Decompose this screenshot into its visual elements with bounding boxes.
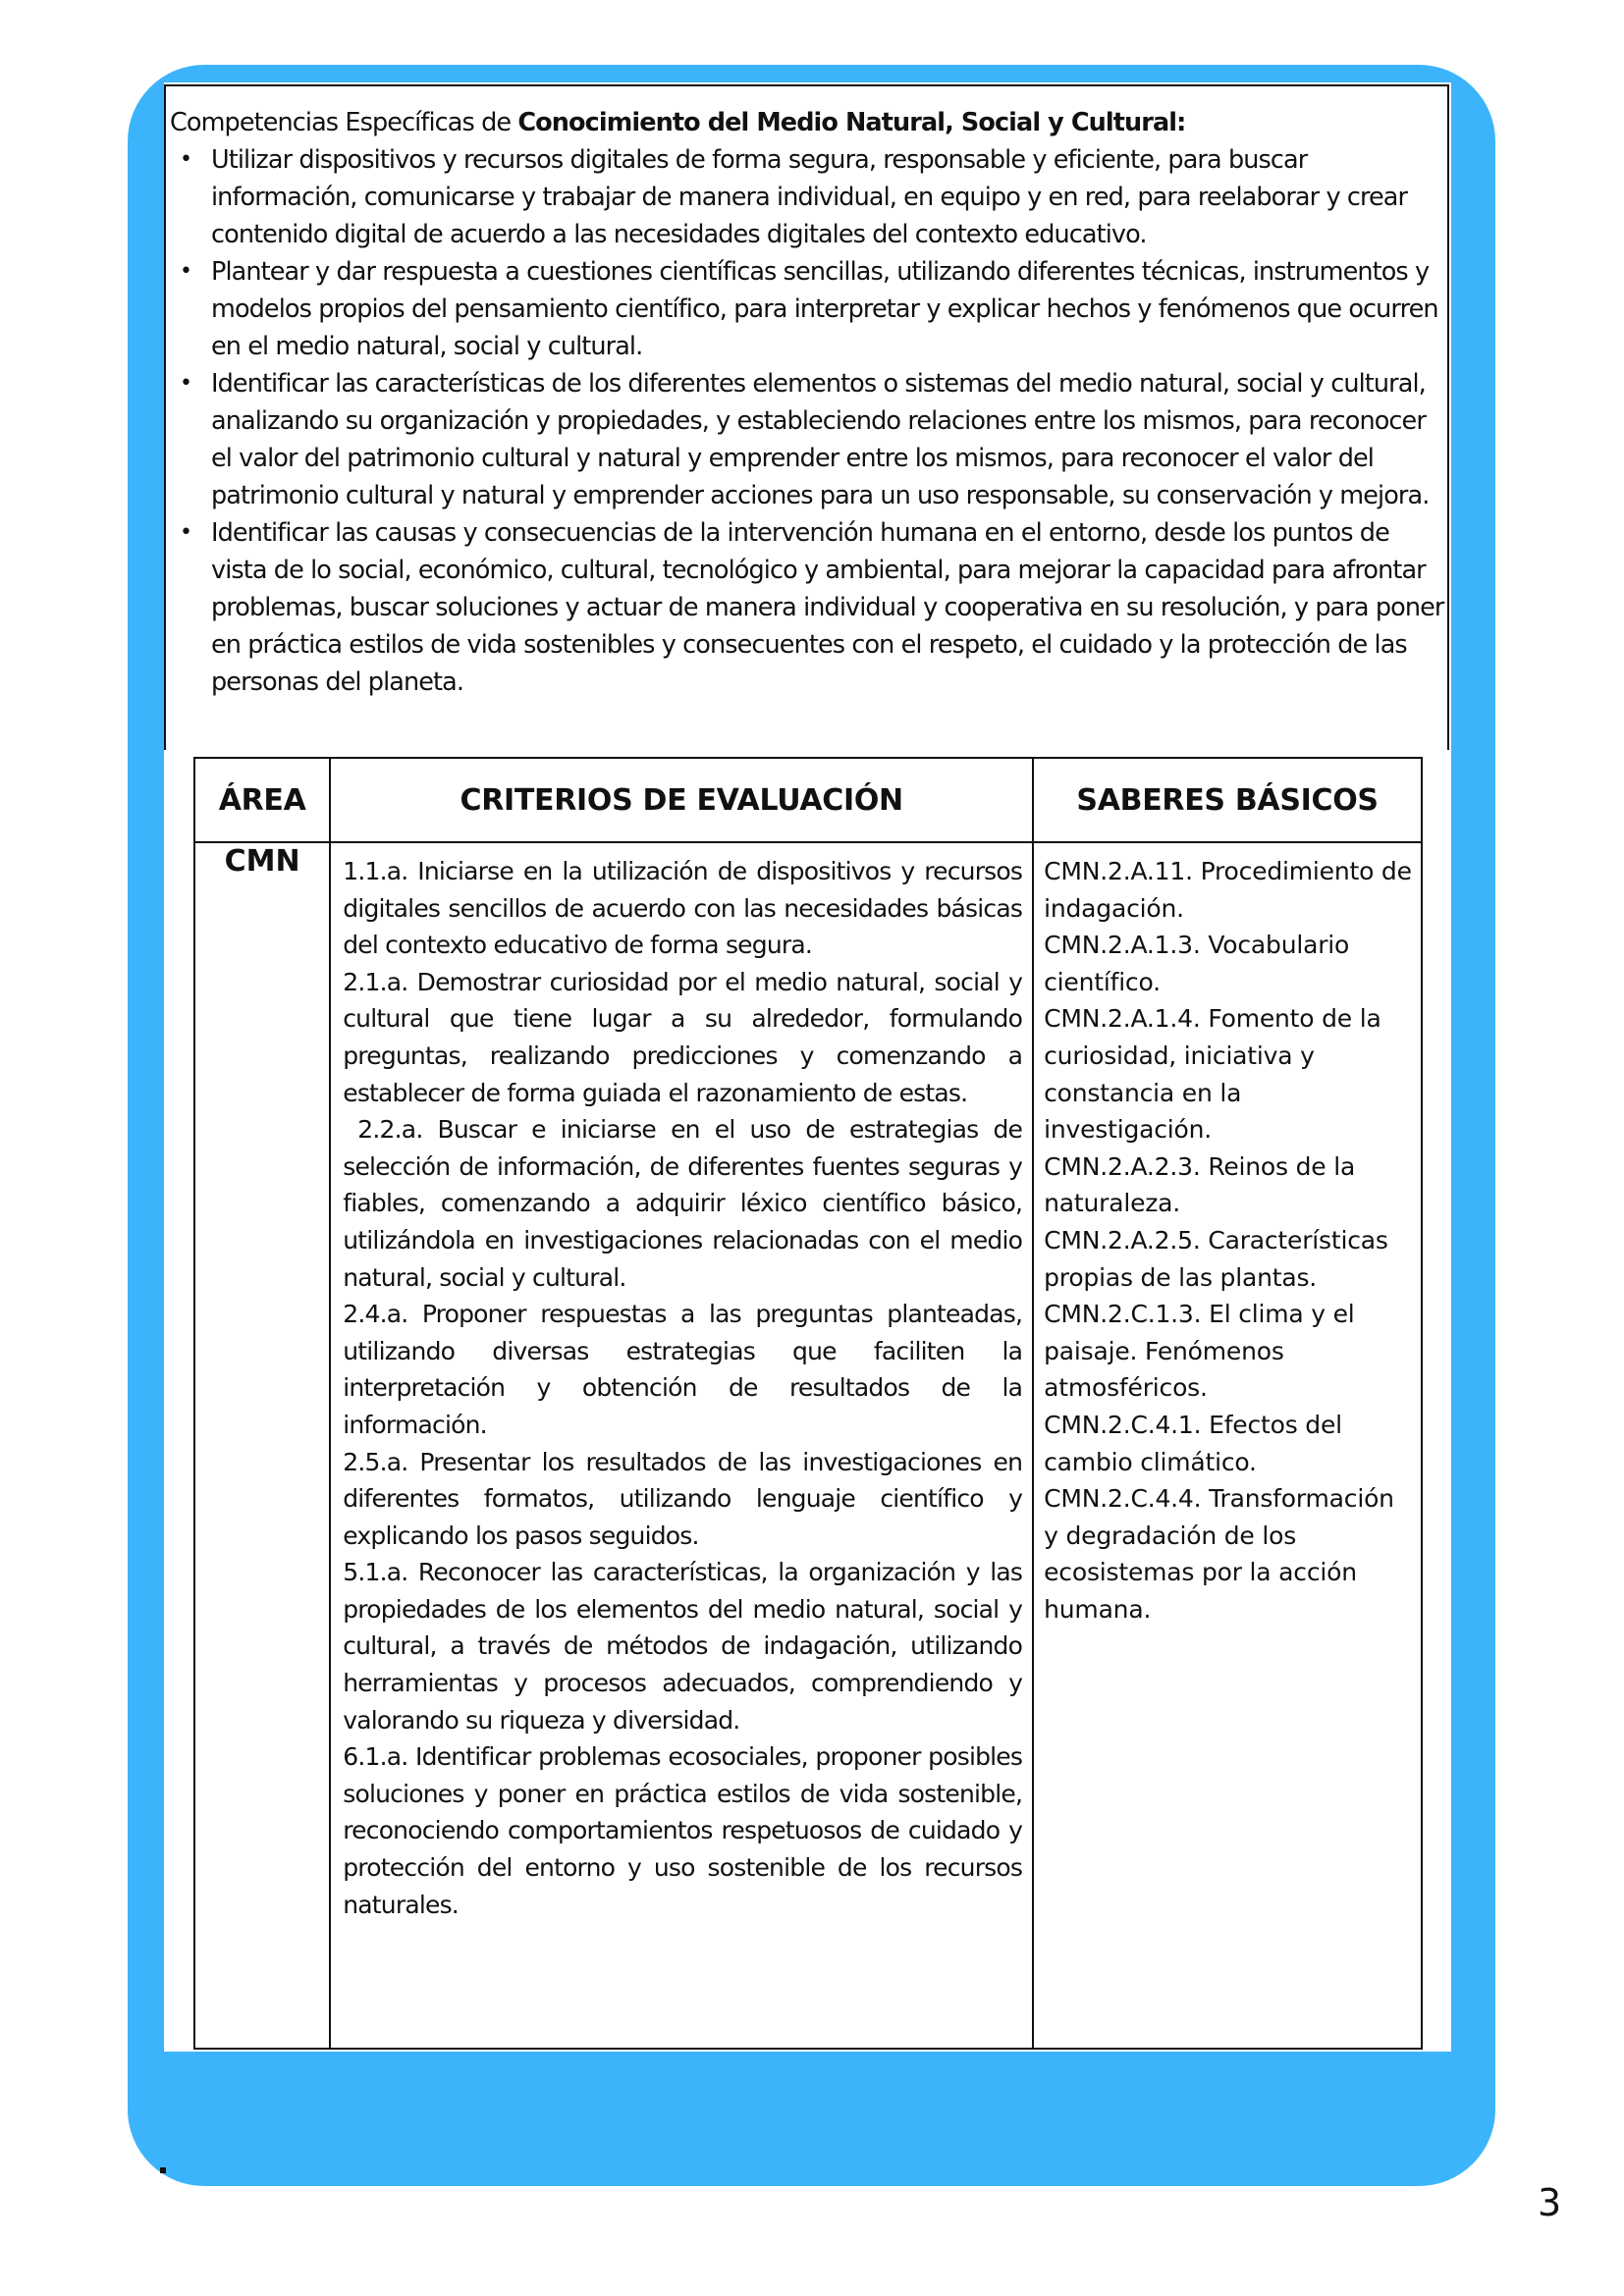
- competencias-title: [170, 104, 1447, 141]
- header-area: ÁREA: [194, 758, 330, 842]
- bullet-icon: •: [180, 520, 192, 545]
- saber-item: CMN.2.C.1.3. El clima y el paisaje. Fenómenos atmosféricos.: [1044, 1300, 1355, 1403]
- saber-item: CMN.2.A.2.5. Características propias de las plantas.: [1044, 1225, 1388, 1292]
- criterio-item: 1.1.a. Iniciarse en la utilización de dispositivos y recursos digitales sencillos de acuerdo con las necesidades básicas del contexto educativo de forma segura.: [343, 857, 1023, 960]
- bullet-icon: •: [180, 259, 192, 284]
- area-cell: CMN: [194, 842, 330, 2049]
- competencia-item: [180, 365, 1447, 514]
- saber-item: CMN.2.A.1.4. Fomento de la curiosidad, iniciativa y constancia en la investigación.: [1044, 1004, 1381, 1145]
- saber-item: CMN.2.C.4.4. Transformación y degradación de los ecosistemas por la acción humana.: [1044, 1484, 1394, 1624]
- competencia-text: Identificar las causas y consecuencias de la intervención humana en el entorno, desde los puntos de vista de lo social, económico, cultural, tecnológico y ambiental, para mejorar la capacidad para afrontar problemas, buscar soluciones y actuar de manera individual y cooperativa en su resolución, y para poner en práctica estilos de vida sostenibles y consecuentes con el respeto, el cuidado y la protección de las personas del planeta.: [211, 518, 1444, 697]
- criterio-item: 2.4.a. Proponer respuestas a las preguntas planteadas, utilizando diversas estrategias que faciliten la interpretación y obtención de resultados de la información.: [343, 1300, 1023, 1439]
- evaluation-table: [193, 757, 1423, 2050]
- criterios-cell: [330, 842, 1033, 2049]
- saberes-cell: [1033, 842, 1422, 2049]
- table-row: [194, 842, 1422, 2049]
- criterio-item: 2.2.a. Buscar e iniciarse en el uso de estrategias de selección de información, de diferentes fuentes seguras y fiables, comenzando a adquirir léxico científico básico, utilizándola en investigaciones relacionadas con el medio natural, social y cultural.: [343, 1115, 1030, 1292]
- saber-item: CMN.2.A.2.3. Reinos de la naturaleza.: [1044, 1151, 1356, 1218]
- criterio-item: 2.5.a. Presentar los resultados de las investigaciones en diferentes formatos, utilizando lenguaje científico y explicando los pasos seguidos.: [343, 1447, 1023, 1550]
- corner-mark: [160, 2167, 166, 2173]
- competencia-text: Plantear y dar respuesta a cuestiones científicas sencillas, utilizando diferentes técnicas, instrumentos y modelos propios del pensamiento científico, para interpretar y explicar hechos y fenómenos que ocurren en el medio natural, social y cultural.: [211, 257, 1438, 361]
- criterio-item: 6.1.a. Identificar problemas ecosociales, proponer posibles soluciones y poner en práctica estilos de vida sostenible, reconociendo comportamientos respetuosos de cuidado y protección del entorno y uso sostenible de los recursos naturales.: [343, 1742, 1023, 1919]
- page-number: 3: [1538, 2181, 1562, 2224]
- header-criterios: CRITERIOS DE EVALUACIÓN: [330, 758, 1033, 842]
- competencias-title-subject: Conocimiento del Medio Natural, Social y Cultural:: [517, 108, 1186, 137]
- competencia-item: [180, 141, 1447, 253]
- competencias-title-prefix: Competencias Específicas de: [170, 108, 518, 137]
- competencia-text: Utilizar dispositivos y recursos digitales de forma segura, responsable y eficiente, para buscar información, comunicarse y trabajar de manera individual, en equipo y en red, para reelaborar y crear contenido digital de acuerdo a las necesidades digitales del contexto educativo.: [211, 145, 1408, 249]
- criterio-item: 2.1.a. Demostrar curiosidad por el medio natural, social y cultural que tiene lugar a su alrededor, formulando preguntas, realizando predicciones y comenzando a establecer de forma guiada el razonamiento de estas.: [343, 967, 1023, 1107]
- criterio-item: 5.1.a. Reconocer las características, la organización y las propiedades de los elementos del medio natural, social y cultural, a través de métodos de indagación, utilizando herramientas y procesos adecuados, comprendiendo y valorando su riqueza y diversidad.: [343, 1558, 1023, 1735]
- competencia-item: [180, 253, 1447, 365]
- saber-item: CMN.2.A.1.3. Vocabulario científico.: [1044, 931, 1350, 996]
- header-saberes: SABERES BÁSICOS: [1033, 758, 1422, 842]
- bullet-icon: •: [180, 371, 192, 396]
- bullet-icon: •: [180, 147, 192, 172]
- competencia-text: Identificar las características de los diferentes elementos o sistemas del medio natural, social y cultural, analizando su organización y propiedades, y estableciendo relaciones entre los mismos, para reconocer el valor del patrimonio cultural y natural y emprender entre los mismos, para reconocer el valor del patrimonio cultural y natural y emprender acciones para un uso responsable, su conservación y mejora.: [211, 369, 1430, 510]
- competencias-list: [170, 141, 1447, 701]
- competencia-item: [180, 514, 1447, 701]
- saber-item: CMN.2.A.11. Procedimiento de indagación.: [1044, 857, 1412, 923]
- competencias-section: [164, 84, 1449, 750]
- table-header-row: [194, 758, 1422, 842]
- saber-item: CMN.2.C.4.1. Efectos del cambio climático.: [1044, 1410, 1342, 1476]
